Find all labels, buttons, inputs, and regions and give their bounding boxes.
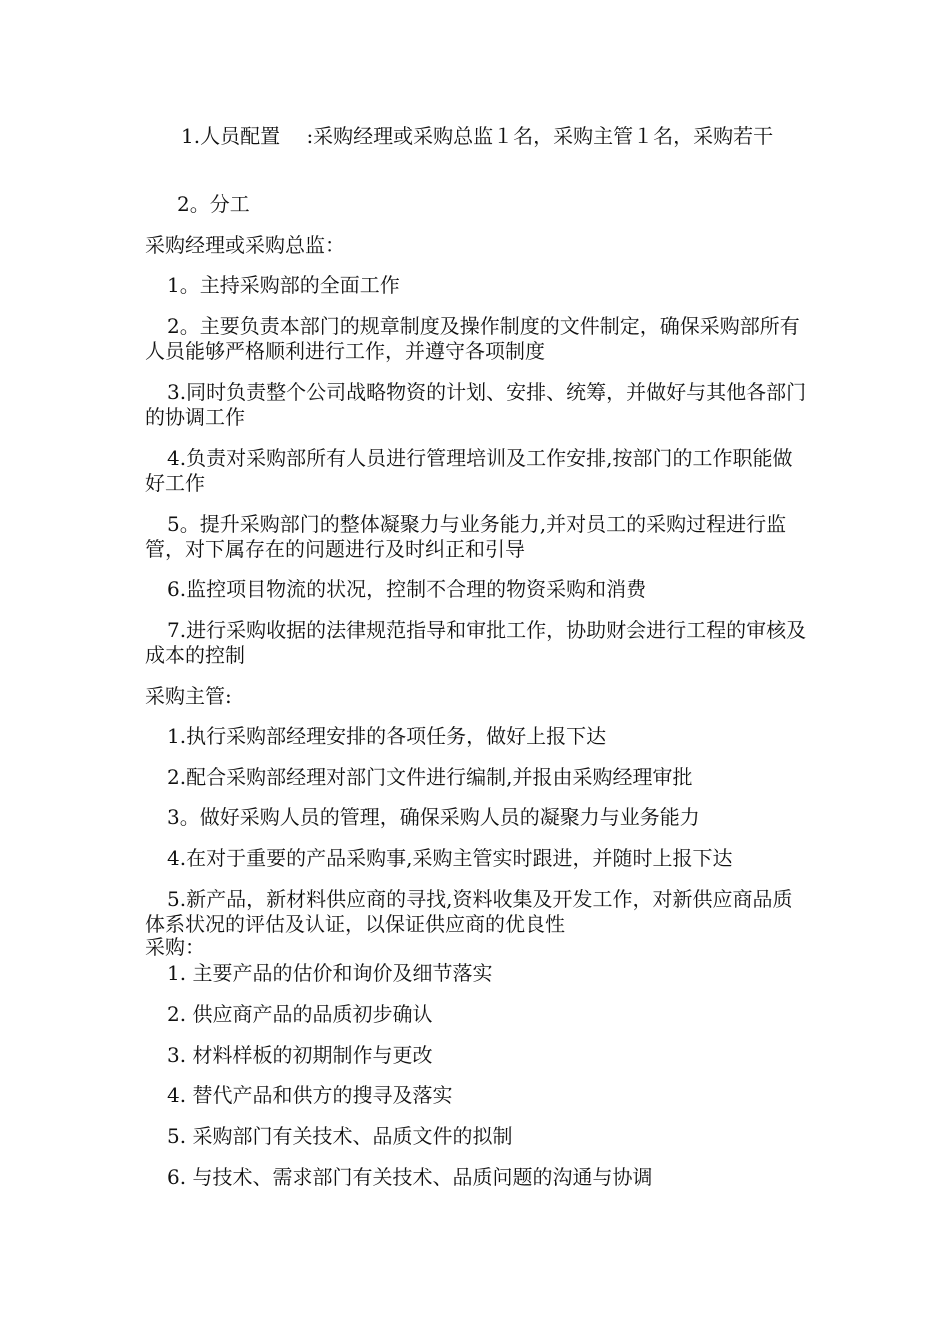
purchasing-duty-3: 3. 材料样板的初期制作与更改 [167,1043,433,1067]
purchasing-duty-2: 2. 供应商产品的品质初步确认 [167,1002,433,1026]
section-heading-manager: 采购经理或采购总监： [145,233,345,257]
section-heading-purchasing: 采购： [145,935,205,959]
purchasing-duty-5: 5. 采购部门有关技术、品质文件的拟制 [167,1124,513,1148]
supervisor-duty-2: 2.配合采购部经理对部门文件进行编制,并报由采购经理审批 [167,765,693,789]
manager-duty-1: 1。主持采购部的全面工作 [167,273,400,297]
manager-duty-3: 3.同时负责整个公司战略物资的计划、安排、统筹，并做好与其他各部门的协调工作 [145,380,807,429]
purchasing-duty-1: 1. 主要产品的估价和询价及细节落实 [167,961,493,985]
section-heading-supervisor: 采购主管: [145,684,232,708]
manager-duty-2: 2。主要负责本部门的规章制度及操作制度的文件制定，确保采购部所有人员能够严格顺利进行工作，并遵守各项制度 [145,314,800,363]
supervisor-duty-1: 1.执行采购部经理安排的各项任务，做好上报下达 [167,724,607,748]
purchasing-duty-4: 4. 替代产品和供方的搜寻及落实 [167,1083,453,1107]
manager-duty-7: 7.进行采购收据的法律规范指导和审批工作，协助财会进行工程的审核及成本的控制 [145,618,807,667]
paragraph-division-heading: 2。分工 [177,192,250,216]
supervisor-duty-3: 3。做好采购人员的管理，确保采购人员的凝聚力与业务能力 [167,805,700,829]
supervisor-duty-4: 4.在对于重要的产品采购事,采购主管实时跟进，并随时上报下达 [167,846,733,870]
supervisor-duty-5: 5.新产品，新材料供应商的寻找,资料收集及开发工作，对新供应商品质体系状况的评估及认证，以保证供应商的优良性 [145,887,793,936]
purchasing-duty-6: 6. 与技术、需求部门有关技术、品质问题的沟通与协调 [167,1165,653,1189]
manager-duty-4: 4.负责对采购部所有人员进行管理培训及工作安排,按部门的工作职能做好工作 [145,446,793,495]
paragraph-staffing: 1.人员配置 :采购经理或采购总监１名，采购主管１名，采购若干 [181,124,774,148]
manager-duty-6: 6.监控项目物流的状况，控制不合理的物资采购和消费 [167,577,647,601]
manager-duty-5: 5。提升采购部门的整体凝聚力与业务能力,并对员工的采购过程进行监管，对下属存在的问题进行及时纠正和引导 [145,512,787,561]
